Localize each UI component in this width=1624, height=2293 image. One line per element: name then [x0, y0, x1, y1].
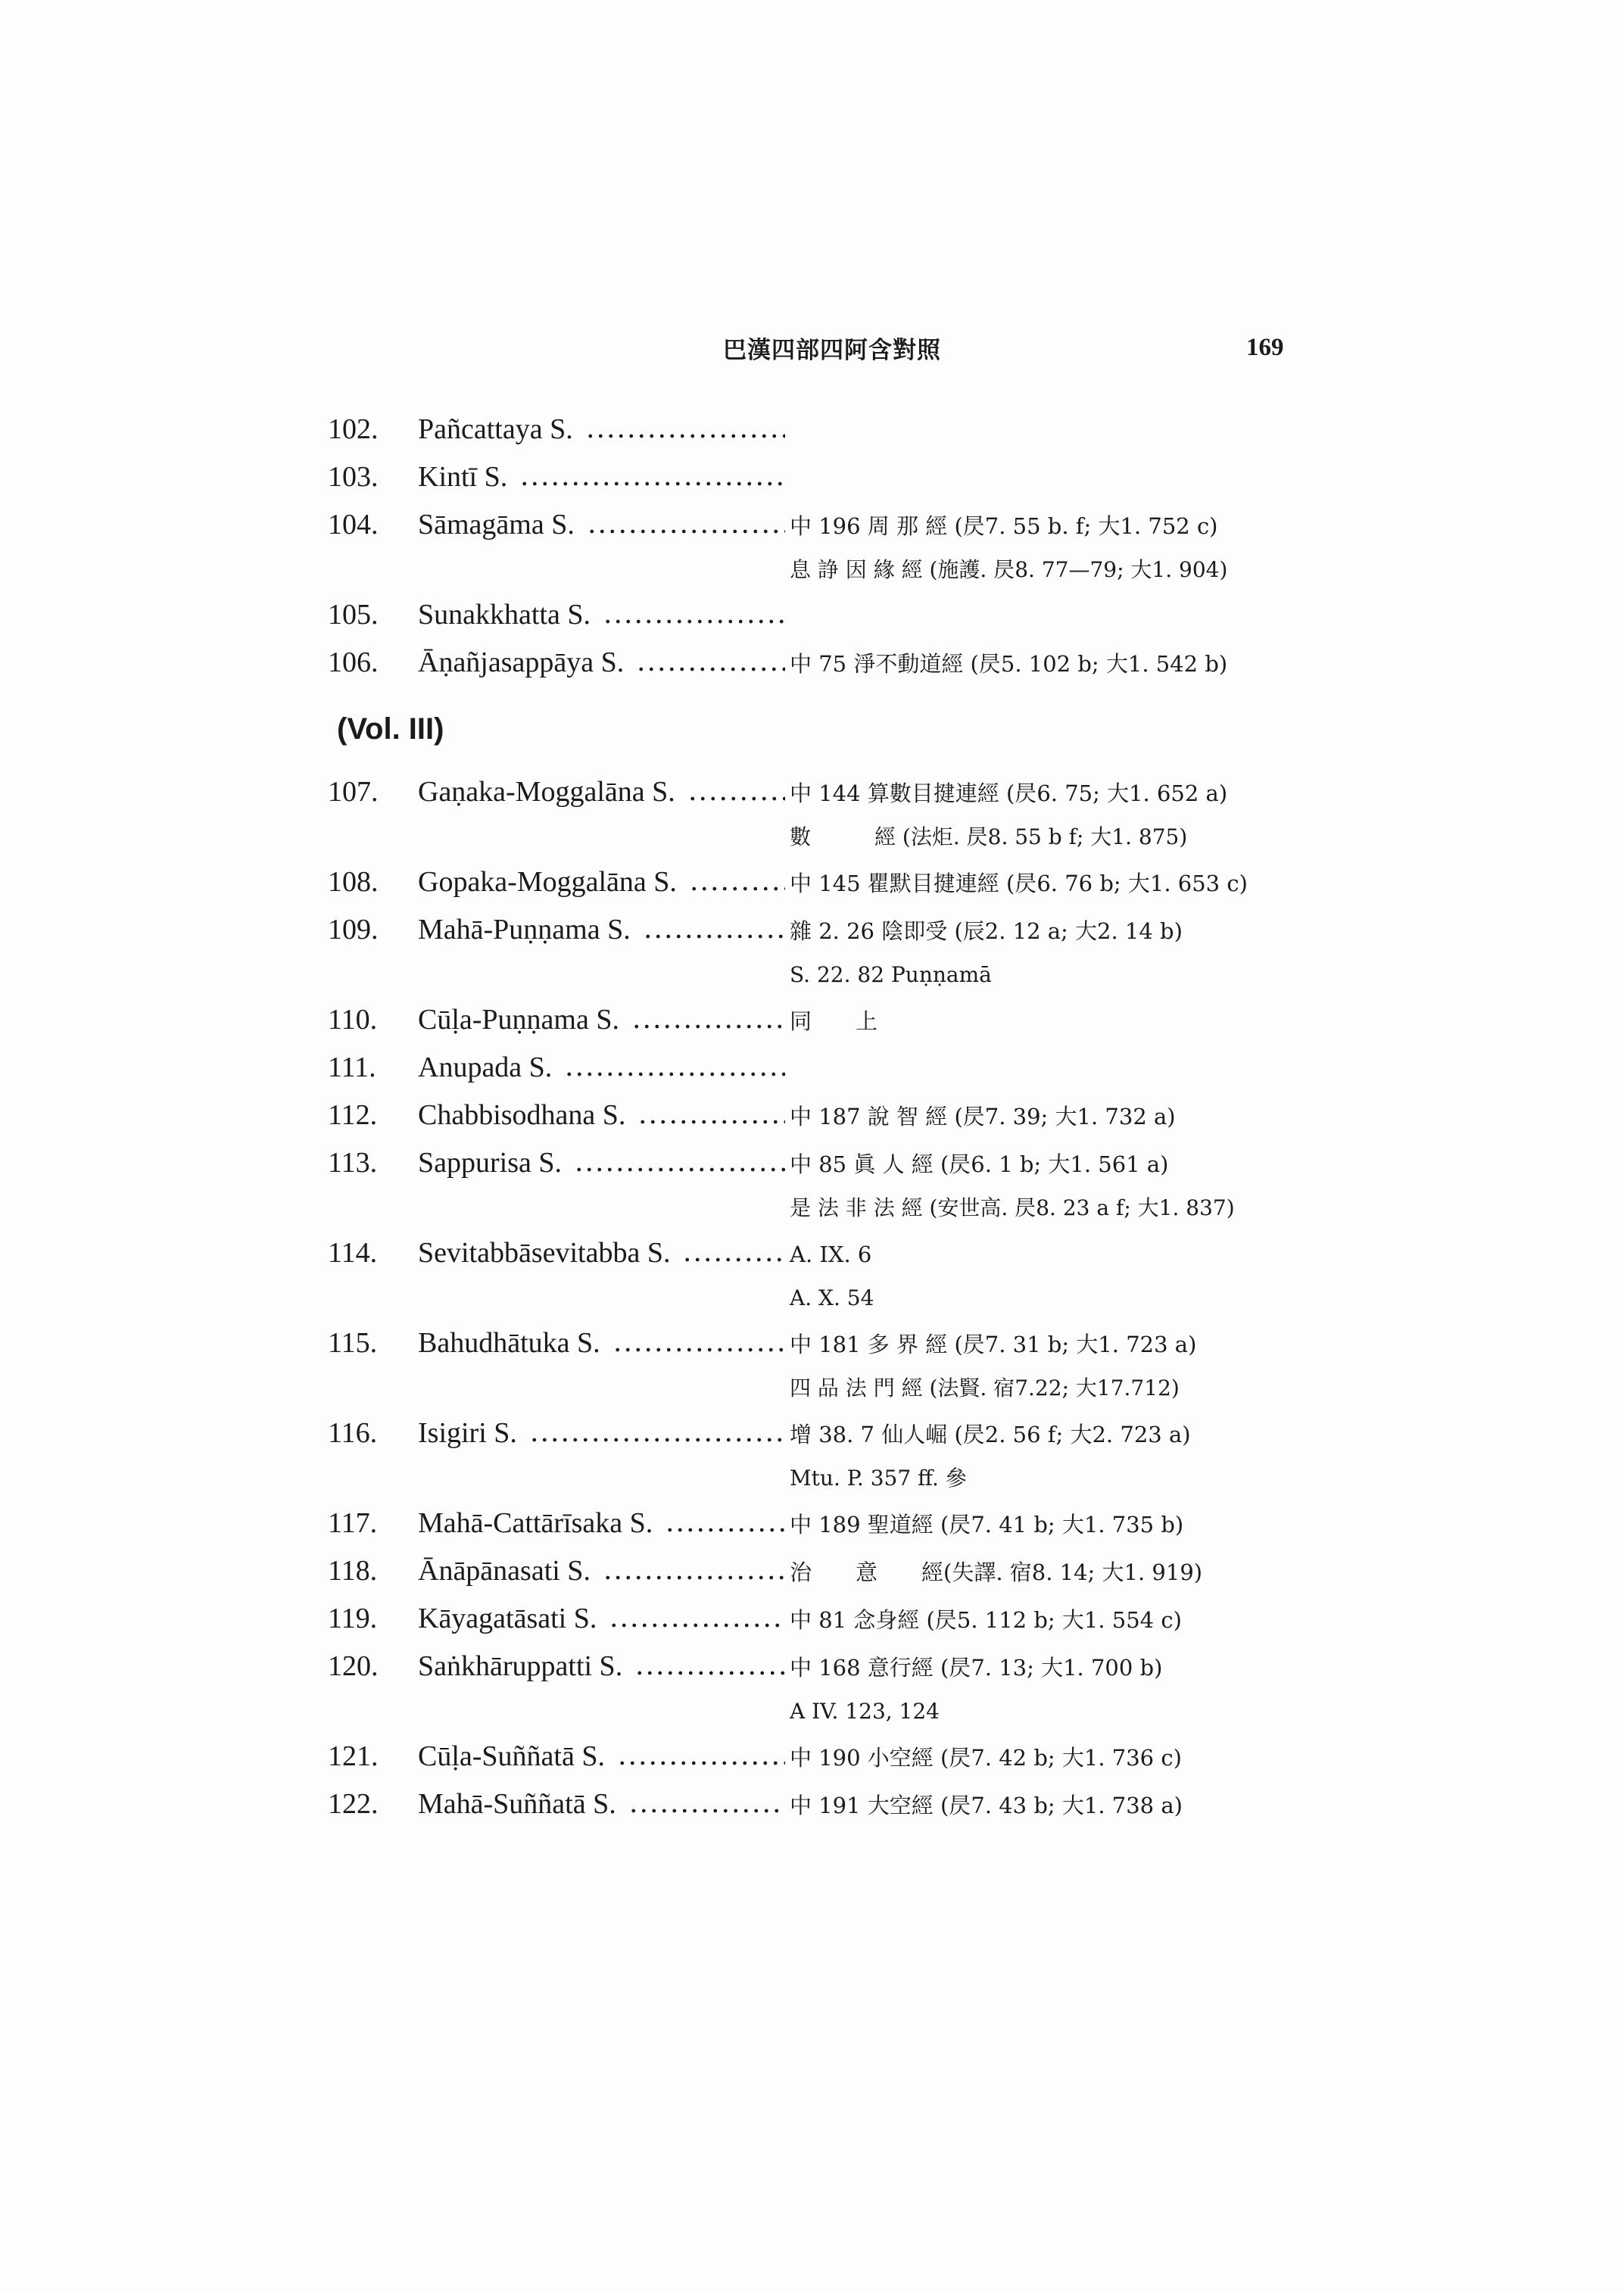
- entry-row: [328, 453, 1463, 501]
- entry-row: [328, 1595, 1463, 1643]
- running-head: [0, 332, 1624, 369]
- entry-number: 117.: [328, 1507, 378, 1539]
- entry-number: 120.: [328, 1650, 379, 1682]
- entry-title: Sunakkhatta S.: [418, 599, 591, 631]
- dot-leader: [603, 1575, 785, 1580]
- entry-row: [328, 996, 1463, 1044]
- entry-subline: [328, 954, 1463, 996]
- parallel-reference: A. IX. 6: [790, 1242, 872, 1267]
- dot-leader: [628, 1809, 785, 1813]
- entry-number: 121.: [328, 1740, 379, 1772]
- parallel-reference: 中 191 大空經 (昃7. 43 b; 大1. 738 a): [790, 1793, 1183, 1818]
- entry-title: Gaṇaka-Moggalāna S.: [418, 776, 675, 808]
- parallel-reference: 中 145 瞿默目揵連經 (昃6. 76 b; 大1. 653 c): [790, 871, 1248, 896]
- entry-title: Isigiri S.: [418, 1417, 517, 1449]
- entry-title-cell: [418, 1229, 790, 1277]
- entry-title: Sāmagāma S.: [418, 509, 575, 541]
- dot-leader: [631, 1024, 785, 1029]
- entry-title-cell: [418, 768, 790, 816]
- parallel-reference: 治 意 經(失譯. 宿8. 14; 大1. 919): [790, 1559, 1203, 1585]
- entry-title-cell: [418, 1500, 790, 1547]
- entry-subline: [328, 1457, 1463, 1500]
- dot-leader: [665, 1528, 785, 1532]
- entry-row: [328, 639, 1463, 687]
- entry-number: 103.: [328, 461, 379, 493]
- entry-title-cell: [418, 996, 790, 1044]
- running-title: 巴漢四部四阿含對照: [723, 337, 941, 364]
- entry-title: Bahudhātuka S.: [418, 1327, 600, 1359]
- dot-leader: [519, 481, 785, 486]
- dot-leader: [643, 934, 785, 939]
- entry-row: [328, 1643, 1463, 1690]
- entry-row: [328, 1500, 1463, 1547]
- dot-leader: [689, 886, 785, 891]
- entry-number: 116.: [328, 1417, 378, 1449]
- entry-title: Saṅkhāruppatti S.: [418, 1650, 623, 1682]
- page-number: 169: [1246, 334, 1284, 361]
- dot-leader: [529, 1438, 785, 1442]
- entry-number: 113.: [328, 1147, 378, 1179]
- entry-title: Gopaka-Moggalāna S.: [418, 866, 677, 898]
- entry-title: Chabbisodhana S.: [418, 1099, 626, 1131]
- entry-title: Kintī S.: [418, 461, 508, 493]
- parallel-reference-extra: 息 諍 因 緣 經 (施護. 昃8. 77—79; 大1. 904): [790, 557, 1228, 582]
- entry-row: [328, 1229, 1463, 1277]
- entry-number: 118.: [328, 1555, 378, 1587]
- entry-title-cell: [418, 1410, 790, 1457]
- entry-title: Cūḷa-Puṇṇama S.: [418, 1004, 619, 1036]
- entry-number: 112.: [328, 1099, 378, 1131]
- entry-title-cell: [418, 1781, 790, 1828]
- parallel-reference: 同 上: [790, 1008, 878, 1034]
- entry-title: Sappurisa S.: [418, 1147, 562, 1179]
- dot-leader: [682, 1257, 785, 1262]
- parallel-reference: 增 38. 7 仙人崛 (昃2. 56 f; 大2. 723 a): [790, 1422, 1191, 1447]
- entry-title: Cūḷa-Suññatā S.: [418, 1740, 605, 1772]
- entry-subline: [328, 816, 1463, 858]
- dot-leader: [585, 434, 785, 438]
- parallel-reference: 中 81 念身經 (昃5. 112 b; 大1. 554 c): [790, 1607, 1182, 1633]
- entry-number: 106.: [328, 646, 379, 678]
- dot-leader: [564, 1072, 785, 1076]
- parallel-reference-extra: A IV. 123, 124: [790, 1699, 940, 1724]
- entry-number: 114.: [328, 1237, 378, 1269]
- parallel-reference: 中 85 眞 人 經 (昃6. 1 b; 大1. 561 a): [790, 1151, 1169, 1177]
- entry-number: 111.: [328, 1051, 376, 1083]
- parallel-reference: 中 196 周 那 經 (昃7. 55 b. f; 大1. 752 c): [790, 513, 1218, 539]
- entry-title: Sevitabbāsevitabba S.: [418, 1237, 671, 1269]
- entry-title-cell: [418, 1092, 790, 1139]
- entry-title-cell: [418, 1733, 790, 1781]
- entry-row: [328, 1319, 1463, 1367]
- entry-number: 108.: [328, 866, 379, 898]
- entry-row: [328, 1547, 1463, 1595]
- parallel-reference: 中 168 意行經 (昃7. 13; 大1. 700 b): [790, 1655, 1163, 1681]
- dot-leader: [617, 1761, 785, 1765]
- entry-title-cell: [418, 591, 790, 639]
- dot-leader: [603, 619, 785, 624]
- entry-title-cell: [418, 406, 790, 453]
- entry-title-cell: [418, 1643, 790, 1690]
- entry-title-cell: [418, 501, 790, 549]
- entry-row: [328, 501, 1463, 549]
- entry-title-cell: [418, 1319, 790, 1367]
- entry-number: 109.: [328, 914, 379, 946]
- entry-subline: [328, 1277, 1463, 1319]
- entry-title: Pañcattaya S.: [418, 413, 573, 445]
- parallel-reference: 中 190 小空經 (昃7. 42 b; 大1. 736 c): [790, 1745, 1182, 1771]
- entry-number: 115.: [328, 1327, 378, 1359]
- entry-title: Anupada S.: [418, 1051, 553, 1083]
- entry-row: [328, 591, 1463, 639]
- entry-number: 104.: [328, 509, 379, 541]
- entry-row: [328, 1139, 1463, 1187]
- dot-leader: [634, 1671, 785, 1675]
- entry-title: Mahā-Suññatā S.: [418, 1788, 616, 1820]
- entry-title: Mahā-Puṇṇama S.: [418, 914, 631, 946]
- entry-row: [328, 1044, 1463, 1092]
- parallel-reference-extra: 數 經 (法炬. 昃8. 55 b f; 大1. 875): [790, 824, 1188, 849]
- entry-title-cell: [418, 1547, 790, 1595]
- parallel-reference: 中 187 說 智 經 (昃7. 39; 大1. 732 a): [790, 1104, 1176, 1129]
- parallel-reference: 雜 2. 26 陰即受 (辰2. 12 a; 大2. 14 b): [790, 918, 1183, 944]
- entry-row: [328, 1781, 1463, 1828]
- entry-title: Āṇañjasappāya S.: [418, 646, 625, 678]
- entry-row: [328, 858, 1463, 906]
- parallel-reference: 中 75 淨不動道經 (昃5. 102 b; 大1. 542 b): [790, 651, 1228, 677]
- volume-heading: (Vol. III): [337, 712, 444, 746]
- entry-title-cell: [418, 906, 790, 954]
- entry-number: 107.: [328, 776, 379, 808]
- entry-row: [328, 906, 1463, 954]
- dot-leader: [574, 1167, 785, 1172]
- dot-leader: [587, 529, 785, 534]
- entry-number: 119.: [328, 1603, 378, 1634]
- parallel-reference-extra: 是 法 非 法 經 (安世高. 昃8. 23 a f; 大1. 837): [790, 1195, 1235, 1220]
- entry-title-cell: [418, 453, 790, 501]
- parallel-reference: 中 189 聖道經 (昃7. 41 b; 大1. 735 b): [790, 1512, 1184, 1537]
- entry-row: [328, 768, 1463, 816]
- entry-row: [328, 406, 1463, 453]
- dot-leader: [609, 1623, 785, 1628]
- entry-row: [328, 1092, 1463, 1139]
- parallel-reference-extra: Mtu. P. 357 ff. 參: [790, 1466, 967, 1491]
- entry-number: 102.: [328, 413, 379, 445]
- dot-leader: [637, 1120, 785, 1124]
- parallel-reference: 中 144 算數目揵連經 (昃6. 75; 大1. 652 a): [790, 780, 1228, 806]
- entry-title: Kāyagatāsati S.: [418, 1603, 597, 1634]
- entry-title-cell: [418, 858, 790, 906]
- entry-row: [328, 1410, 1463, 1457]
- entry-title: Mahā-Cattārīsaka S.: [418, 1507, 653, 1539]
- entry-number: 110.: [328, 1004, 378, 1036]
- entry-number: 122.: [328, 1788, 379, 1820]
- dot-leader: [613, 1347, 785, 1352]
- entry-subline: [328, 1690, 1463, 1733]
- entry-row: [328, 1733, 1463, 1781]
- parallel-reference-extra: A. X. 54: [790, 1285, 874, 1310]
- dot-leader: [687, 796, 785, 801]
- dot-leader: [636, 667, 785, 671]
- entry-title-cell: [418, 1044, 790, 1092]
- entry-subline: [328, 549, 1463, 591]
- parallel-reference: 中 181 多 界 經 (昃7. 31 b; 大1. 723 a): [790, 1332, 1197, 1357]
- parallel-reference-extra: S. 22. 82 Puṇṇamā: [790, 962, 992, 987]
- concordance-table: [328, 406, 1463, 1828]
- parallel-reference-extra: 四 品 法 門 經 (法賢. 宿7.22; 大17.712): [790, 1375, 1180, 1400]
- entry-subline: [328, 1367, 1463, 1410]
- entry-title-cell: [418, 1139, 790, 1187]
- entry-title-cell: [418, 1595, 790, 1643]
- entry-title-cell: [418, 639, 790, 687]
- entry-number: 105.: [328, 599, 379, 631]
- entry-subline: [328, 1187, 1463, 1229]
- entry-title: Ānāpānasati S.: [418, 1555, 591, 1587]
